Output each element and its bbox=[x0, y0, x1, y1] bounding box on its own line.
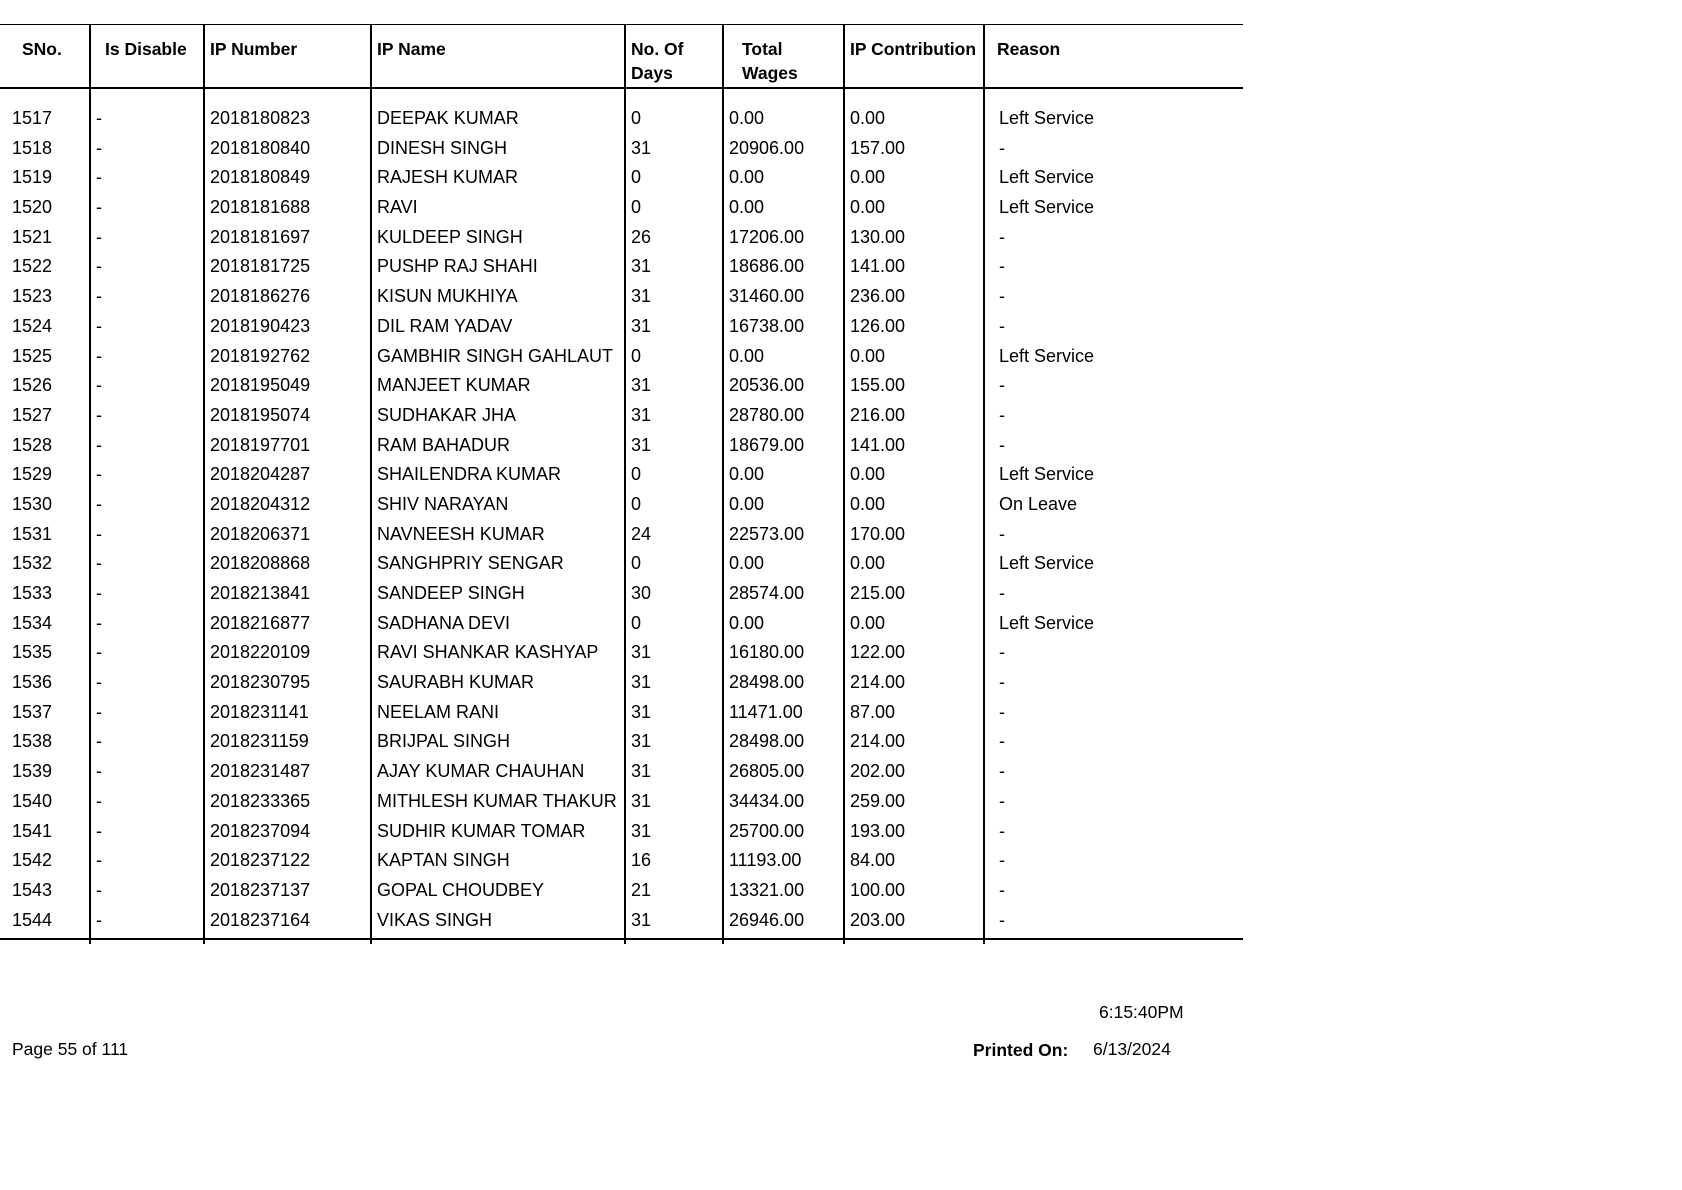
cell-ip-number: 2018231159 bbox=[204, 730, 371, 760]
cell-no-of-days: 21 bbox=[625, 879, 723, 909]
cell-no-of-days: 31 bbox=[625, 730, 723, 760]
cell-ip-number: 2018204312 bbox=[204, 493, 371, 523]
cell-reason: On Leave bbox=[984, 493, 1243, 523]
cell-ip-contribution: 84.00 bbox=[844, 849, 984, 879]
cell-no-of-days: 0 bbox=[625, 345, 723, 375]
table-row bbox=[0, 760, 1243, 790]
cell-is-disable: - bbox=[90, 612, 204, 642]
table-row bbox=[0, 879, 1243, 909]
cell-ip-contribution: 215.00 bbox=[844, 582, 984, 612]
tick-cell bbox=[625, 939, 723, 944]
cell-ip-contribution: 236.00 bbox=[844, 285, 984, 315]
cell-sno: 1532 bbox=[12, 553, 53, 574]
cell-ip-contribution: 0.00 bbox=[844, 612, 984, 642]
cell-no-of-days: 31 bbox=[625, 671, 723, 701]
spacer-cell bbox=[844, 88, 984, 107]
cell-is-disable: - bbox=[90, 255, 204, 285]
cell-is-disable: - bbox=[90, 760, 204, 790]
cell-no-of-days: 31 bbox=[625, 434, 723, 464]
cell-ip-number: 2018231487 bbox=[204, 760, 371, 790]
cell-ip-name: RAJESH KUMAR bbox=[371, 166, 625, 196]
cell-total-wages: 28780.00 bbox=[723, 404, 844, 434]
header-ip-name: IP Name bbox=[371, 25, 625, 89]
cell-ip-name: DINESH SINGH bbox=[371, 137, 625, 167]
cell-reason: - bbox=[984, 434, 1243, 464]
table-row bbox=[0, 315, 1243, 345]
cell-ip-number: 2018213841 bbox=[204, 582, 371, 612]
printed-on-label: Printed On: bbox=[973, 1040, 1069, 1060]
cell-is-disable: - bbox=[90, 909, 204, 940]
cell-is-disable: - bbox=[90, 107, 204, 137]
cell-sno: 1523 bbox=[12, 286, 53, 307]
cell-reason: - bbox=[984, 137, 1243, 167]
cell-ip-name: SANGHPRIY SENGAR bbox=[371, 552, 625, 582]
cell-ip-number: 2018195049 bbox=[204, 374, 371, 404]
cell-reason: - bbox=[984, 641, 1243, 671]
cell-ip-contribution: 141.00 bbox=[844, 434, 984, 464]
cell-no-of-days: 31 bbox=[625, 760, 723, 790]
cell-no-of-days: 31 bbox=[625, 285, 723, 315]
cell-sno: 1528 bbox=[12, 434, 53, 455]
cell-ip-name: GAMBHIR SINGH GAHLAUT bbox=[371, 345, 625, 375]
header-no-of-days: No. Of Days bbox=[625, 25, 723, 89]
cell-total-wages: 28574.00 bbox=[723, 582, 844, 612]
cell-total-wages: 0.00 bbox=[723, 552, 844, 582]
table-row bbox=[0, 226, 1243, 256]
cell-ip-contribution: 126.00 bbox=[844, 315, 984, 345]
table-row bbox=[0, 255, 1243, 285]
cell-sno: 1544 bbox=[0, 909, 90, 940]
spacer-cell bbox=[723, 88, 844, 107]
cell-ip-contribution: 130.00 bbox=[844, 226, 984, 256]
cell-ip-name: RAVI SHANKAR KASHYAP bbox=[371, 641, 625, 671]
cell-ip-name: DIL RAM YADAV bbox=[371, 315, 625, 345]
cell-reason: Left Service bbox=[984, 166, 1243, 196]
cell-is-disable: - bbox=[90, 315, 204, 345]
tick-cell bbox=[723, 939, 844, 944]
cell-ip-number: 2018237094 bbox=[204, 820, 371, 850]
cell-reason: Left Service bbox=[984, 463, 1243, 493]
cell-ip-name: MITHLESH KUMAR THAKUR bbox=[371, 790, 625, 820]
cell-sno: 1517 bbox=[12, 108, 53, 128]
cell-sno: 1526 bbox=[12, 375, 53, 396]
cell-ip-number: 2018237122 bbox=[204, 849, 371, 879]
cell-ip-contribution: 202.00 bbox=[844, 760, 984, 790]
table-row bbox=[0, 730, 1243, 760]
cell-reason: - bbox=[984, 909, 1243, 940]
cell-ip-name: DEEPAK KUMAR bbox=[371, 107, 625, 137]
cell-ip-contribution: 0.00 bbox=[844, 166, 984, 196]
cell-total-wages: 0.00 bbox=[723, 493, 844, 523]
header-row bbox=[0, 25, 1243, 89]
cell-reason: Left Service bbox=[984, 107, 1243, 137]
table-row bbox=[0, 582, 1243, 612]
spacer-cell bbox=[0, 88, 90, 107]
cell-is-disable: - bbox=[90, 582, 204, 612]
table-row bbox=[0, 374, 1243, 404]
cell-is-disable: - bbox=[90, 226, 204, 256]
cell-sno: 1519 bbox=[12, 167, 53, 188]
table-row bbox=[0, 523, 1243, 553]
cell-sno: 1534 bbox=[12, 612, 53, 633]
cell-ip-number: 2018192762 bbox=[204, 345, 371, 375]
cell-is-disable: - bbox=[90, 434, 204, 464]
cell-ip-contribution: 155.00 bbox=[844, 374, 984, 404]
cell-is-disable: - bbox=[90, 641, 204, 671]
cell-sno: 1539 bbox=[12, 761, 53, 782]
cell-no-of-days: 31 bbox=[625, 641, 723, 671]
contribution-table bbox=[0, 24, 1243, 944]
cell-reason: - bbox=[984, 226, 1243, 256]
cell-sno: 1531 bbox=[12, 523, 53, 544]
cell-reason: - bbox=[984, 315, 1243, 345]
cell-ip-contribution: 193.00 bbox=[844, 820, 984, 850]
table-row bbox=[0, 701, 1243, 731]
table-row bbox=[0, 790, 1243, 820]
cell-total-wages: 0.00 bbox=[723, 612, 844, 642]
cell-sno: 1529 bbox=[12, 464, 53, 485]
cell-ip-contribution: 122.00 bbox=[844, 641, 984, 671]
cell-sno: 1538 bbox=[12, 731, 53, 752]
cell-is-disable: - bbox=[90, 701, 204, 731]
cell-sno: 1540 bbox=[12, 790, 53, 811]
cell-ip-name: VIKAS SINGH bbox=[371, 909, 625, 940]
cell-sno: 1535 bbox=[12, 642, 53, 663]
header-ip-number: IP Number bbox=[204, 25, 371, 89]
cell-ip-name: KULDEEP SINGH bbox=[371, 226, 625, 256]
tick-cell bbox=[90, 939, 204, 944]
cell-sno: 1542 bbox=[12, 850, 53, 871]
cell-reason: - bbox=[984, 255, 1243, 285]
cell-ip-name: RAVI bbox=[371, 196, 625, 226]
header-total-wages: Total Wages bbox=[723, 25, 844, 89]
contribution-report-table-container bbox=[0, 24, 1243, 944]
cell-sno: 1536 bbox=[12, 672, 53, 693]
cell-no-of-days: 0 bbox=[625, 196, 723, 226]
cell-is-disable: - bbox=[90, 196, 204, 226]
cell-no-of-days: 0 bbox=[625, 166, 723, 196]
cell-no-of-days: 24 bbox=[625, 523, 723, 553]
cell-reason: - bbox=[984, 404, 1243, 434]
cell-ip-number: 2018197701 bbox=[204, 434, 371, 464]
spacer-cell bbox=[204, 88, 371, 107]
cell-sno: 1533 bbox=[12, 583, 53, 603]
cell-ip-name: SUDHAKAR JHA bbox=[371, 404, 625, 434]
cell-ip-contribution: 0.00 bbox=[844, 493, 984, 523]
table-row bbox=[0, 671, 1243, 701]
cell-ip-number: 2018204287 bbox=[204, 463, 371, 493]
cell-total-wages: 0.00 bbox=[723, 166, 844, 196]
cell-is-disable: - bbox=[90, 137, 204, 167]
cell-no-of-days: 16 bbox=[625, 849, 723, 879]
table-row bbox=[0, 166, 1243, 196]
cell-no-of-days: 0 bbox=[625, 493, 723, 523]
spacer-row bbox=[0, 88, 1243, 107]
cell-ip-contribution: 141.00 bbox=[844, 255, 984, 285]
cell-reason: - bbox=[984, 820, 1243, 850]
cell-reason: Left Service bbox=[984, 345, 1243, 375]
cell-no-of-days: 31 bbox=[625, 255, 723, 285]
cell-ip-name: SAURABH KUMAR bbox=[371, 671, 625, 701]
cell-is-disable: - bbox=[90, 790, 204, 820]
cell-ip-number: 2018220109 bbox=[204, 641, 371, 671]
cell-ip-number: 2018181697 bbox=[204, 226, 371, 256]
cell-ip-name: SUDHIR KUMAR TOMAR bbox=[371, 820, 625, 850]
cell-total-wages: 18679.00 bbox=[723, 434, 844, 464]
cell-reason: - bbox=[984, 374, 1243, 404]
cell-is-disable: - bbox=[90, 463, 204, 493]
cell-sno: 1524 bbox=[12, 315, 53, 336]
cell-sno: 1541 bbox=[12, 820, 53, 841]
cell-reason: - bbox=[984, 879, 1243, 909]
cell-ip-number: 2018231141 bbox=[204, 701, 371, 731]
tick-cell bbox=[204, 939, 371, 944]
cell-is-disable: - bbox=[90, 730, 204, 760]
table-row bbox=[0, 849, 1243, 879]
cell-sno: 1522 bbox=[12, 256, 53, 277]
cell-ip-contribution: 100.00 bbox=[844, 879, 984, 909]
cell-no-of-days: 0 bbox=[625, 612, 723, 642]
cell-ip-number: 2018206371 bbox=[204, 523, 371, 553]
cell-reason: - bbox=[984, 671, 1243, 701]
tick-cell bbox=[0, 939, 90, 944]
tick-cell bbox=[984, 939, 1243, 944]
table-row bbox=[0, 612, 1243, 642]
table-row bbox=[0, 434, 1243, 464]
cell-total-wages: 26946.00 bbox=[723, 909, 844, 940]
cell-total-wages: 20906.00 bbox=[723, 137, 844, 167]
cell-is-disable: - bbox=[90, 671, 204, 701]
cell-ip-name: KISUN MUKHIYA bbox=[371, 285, 625, 315]
cell-total-wages: 13321.00 bbox=[723, 879, 844, 909]
cell-ip-number: 2018180849 bbox=[204, 166, 371, 196]
cell-total-wages: 22573.00 bbox=[723, 523, 844, 553]
cell-reason: Left Service bbox=[984, 552, 1243, 582]
cell-sno: 1520 bbox=[12, 197, 53, 218]
cell-ip-contribution: 259.00 bbox=[844, 790, 984, 820]
cell-no-of-days: 31 bbox=[625, 701, 723, 731]
cell-ip-contribution: 203.00 bbox=[844, 909, 984, 940]
cell-reason: - bbox=[984, 701, 1243, 731]
cell-ip-number: 2018208868 bbox=[204, 552, 371, 582]
cell-ip-contribution: 216.00 bbox=[844, 404, 984, 434]
cell-ip-number: 2018216877 bbox=[204, 612, 371, 642]
cell-is-disable: - bbox=[90, 523, 204, 553]
table-header bbox=[0, 25, 1243, 89]
cell-total-wages: 16738.00 bbox=[723, 315, 844, 345]
cell-is-disable: - bbox=[90, 552, 204, 582]
cell-ip-contribution: 0.00 bbox=[844, 107, 984, 137]
cell-total-wages: 34434.00 bbox=[723, 790, 844, 820]
tick-cell bbox=[371, 939, 625, 944]
cell-ip-number: 2018181688 bbox=[204, 196, 371, 226]
cell-no-of-days: 0 bbox=[625, 463, 723, 493]
cell-reason: - bbox=[984, 285, 1243, 315]
cell-total-wages: 0.00 bbox=[723, 107, 844, 137]
page-number: Page 55 of 111 bbox=[12, 1039, 129, 1059]
table-row bbox=[0, 552, 1243, 582]
tick-row bbox=[0, 939, 1243, 944]
cell-ip-name: SHAILENDRA KUMAR bbox=[371, 463, 625, 493]
cell-reason: - bbox=[984, 849, 1243, 879]
cell-ip-contribution: 214.00 bbox=[844, 730, 984, 760]
table-row bbox=[0, 137, 1243, 167]
cell-ip-number: 2018190423 bbox=[204, 315, 371, 345]
cell-no-of-days: 31 bbox=[625, 909, 723, 940]
print-time: 6:15:40PM bbox=[1099, 1002, 1184, 1022]
cell-ip-name: PUSHP RAJ SHAHI bbox=[371, 255, 625, 285]
cell-sno: 1543 bbox=[12, 879, 53, 900]
table-row bbox=[0, 285, 1243, 315]
cell-total-wages: 28498.00 bbox=[723, 671, 844, 701]
spacer-cell bbox=[90, 88, 204, 107]
cell-ip-name: AJAY KUMAR CHAUHAN bbox=[371, 760, 625, 790]
cell-total-wages: 11193.00 bbox=[723, 849, 844, 879]
table-row bbox=[0, 909, 1243, 940]
cell-ip-contribution: 0.00 bbox=[844, 552, 984, 582]
cell-is-disable: - bbox=[90, 820, 204, 850]
cell-is-disable: - bbox=[90, 166, 204, 196]
cell-reason: Left Service bbox=[984, 612, 1243, 642]
cell-sno: 1521 bbox=[12, 226, 53, 247]
cell-ip-name: SHIV NARAYAN bbox=[371, 493, 625, 523]
cell-ip-name: RAM BAHADUR bbox=[371, 434, 625, 464]
cell-total-wages: 25700.00 bbox=[723, 820, 844, 850]
cell-total-wages: 26805.00 bbox=[723, 760, 844, 790]
cell-no-of-days: 31 bbox=[625, 820, 723, 850]
cell-reason: - bbox=[984, 582, 1243, 612]
cell-ip-name: GOPAL CHOUDBEY bbox=[371, 879, 625, 909]
cell-ip-number: 2018180823 bbox=[204, 107, 371, 137]
cell-ip-name: BRIJPAL SINGH bbox=[371, 730, 625, 760]
cell-ip-name: NAVNEESH KUMAR bbox=[371, 523, 625, 553]
cell-ip-name: MANJEET KUMAR bbox=[371, 374, 625, 404]
cell-ip-contribution: 87.00 bbox=[844, 701, 984, 731]
header-ip-contribution: IP Contribution bbox=[844, 25, 984, 89]
table-body bbox=[0, 88, 1243, 939]
spacer-cell bbox=[984, 88, 1243, 107]
cell-total-wages: 16180.00 bbox=[723, 641, 844, 671]
cell-sno: 1530 bbox=[12, 493, 53, 514]
table-row bbox=[0, 107, 1243, 137]
cell-ip-name: KAPTAN SINGH bbox=[371, 849, 625, 879]
cell-total-wages: 0.00 bbox=[723, 196, 844, 226]
cell-sno: 1525 bbox=[12, 345, 53, 366]
cell-sno: 1518 bbox=[12, 137, 53, 158]
table-row bbox=[0, 463, 1243, 493]
cell-no-of-days: 0 bbox=[625, 552, 723, 582]
cell-ip-number: 2018195074 bbox=[204, 404, 371, 434]
cell-no-of-days: 30 bbox=[625, 582, 723, 612]
cell-is-disable: - bbox=[90, 879, 204, 909]
table-row bbox=[0, 820, 1243, 850]
cell-ip-number: 2018230795 bbox=[204, 671, 371, 701]
table-row bbox=[0, 493, 1243, 523]
cell-is-disable: - bbox=[90, 849, 204, 879]
table-row bbox=[0, 196, 1243, 226]
cell-is-disable: - bbox=[90, 374, 204, 404]
cell-ip-contribution: 170.00 bbox=[844, 523, 984, 553]
cell-no-of-days: 31 bbox=[625, 404, 723, 434]
cell-no-of-days: 31 bbox=[625, 315, 723, 345]
cell-total-wages: 28498.00 bbox=[723, 730, 844, 760]
cell-is-disable: - bbox=[90, 404, 204, 434]
cell-ip-name: SADHANA DEVI bbox=[371, 612, 625, 642]
cell-ip-number: 2018237164 bbox=[204, 909, 371, 940]
cell-ip-contribution: 0.00 bbox=[844, 463, 984, 493]
table-row bbox=[0, 404, 1243, 434]
cell-sno: 1527 bbox=[12, 404, 53, 425]
header-is-disable: Is Disable bbox=[90, 25, 204, 89]
cell-total-wages: 11471.00 bbox=[723, 701, 844, 731]
cell-total-wages: 20536.00 bbox=[723, 374, 844, 404]
cell-no-of-days: 0 bbox=[625, 107, 723, 137]
cell-ip-contribution: 0.00 bbox=[844, 345, 984, 375]
cell-ip-contribution: 157.00 bbox=[844, 137, 984, 167]
cell-is-disable: - bbox=[90, 285, 204, 315]
cell-total-wages: 0.00 bbox=[723, 463, 844, 493]
table-row bbox=[0, 641, 1243, 671]
cell-is-disable: - bbox=[90, 493, 204, 523]
cell-no-of-days: 31 bbox=[625, 790, 723, 820]
cell-ip-contribution: 214.00 bbox=[844, 671, 984, 701]
cell-ip-number: 2018237137 bbox=[204, 879, 371, 909]
cell-ip-name: SANDEEP SINGH bbox=[371, 582, 625, 612]
tick-cell bbox=[844, 939, 984, 944]
cell-ip-name: NEELAM RANI bbox=[371, 701, 625, 731]
cell-ip-contribution: 0.00 bbox=[844, 196, 984, 226]
cell-reason: Left Service bbox=[984, 196, 1243, 226]
cell-reason: - bbox=[984, 790, 1243, 820]
cell-total-wages: 0.00 bbox=[723, 345, 844, 375]
cell-sno: 1537 bbox=[12, 701, 53, 722]
cell-total-wages: 18686.00 bbox=[723, 255, 844, 285]
spacer-cell bbox=[371, 88, 625, 107]
cell-ip-number: 2018233365 bbox=[204, 790, 371, 820]
cell-reason: - bbox=[984, 523, 1243, 553]
cell-ip-number: 2018181725 bbox=[204, 255, 371, 285]
cell-reason: - bbox=[984, 760, 1243, 790]
table-row bbox=[0, 345, 1243, 375]
cell-ip-number: 2018186276 bbox=[204, 285, 371, 315]
cell-no-of-days: 31 bbox=[625, 374, 723, 404]
spacer-cell bbox=[625, 88, 723, 107]
table-foot bbox=[0, 939, 1243, 944]
header-sno: SNo. bbox=[0, 25, 90, 89]
printed-on-date: 6/13/2024 bbox=[1093, 1039, 1171, 1059]
cell-total-wages: 31460.00 bbox=[723, 285, 844, 315]
cell-reason: - bbox=[984, 730, 1243, 760]
cell-no-of-days: 31 bbox=[625, 137, 723, 167]
cell-no-of-days: 26 bbox=[625, 226, 723, 256]
cell-is-disable: - bbox=[90, 345, 204, 375]
cell-ip-number: 2018180840 bbox=[204, 137, 371, 167]
header-reason: Reason bbox=[984, 25, 1243, 89]
cell-total-wages: 17206.00 bbox=[723, 226, 844, 256]
